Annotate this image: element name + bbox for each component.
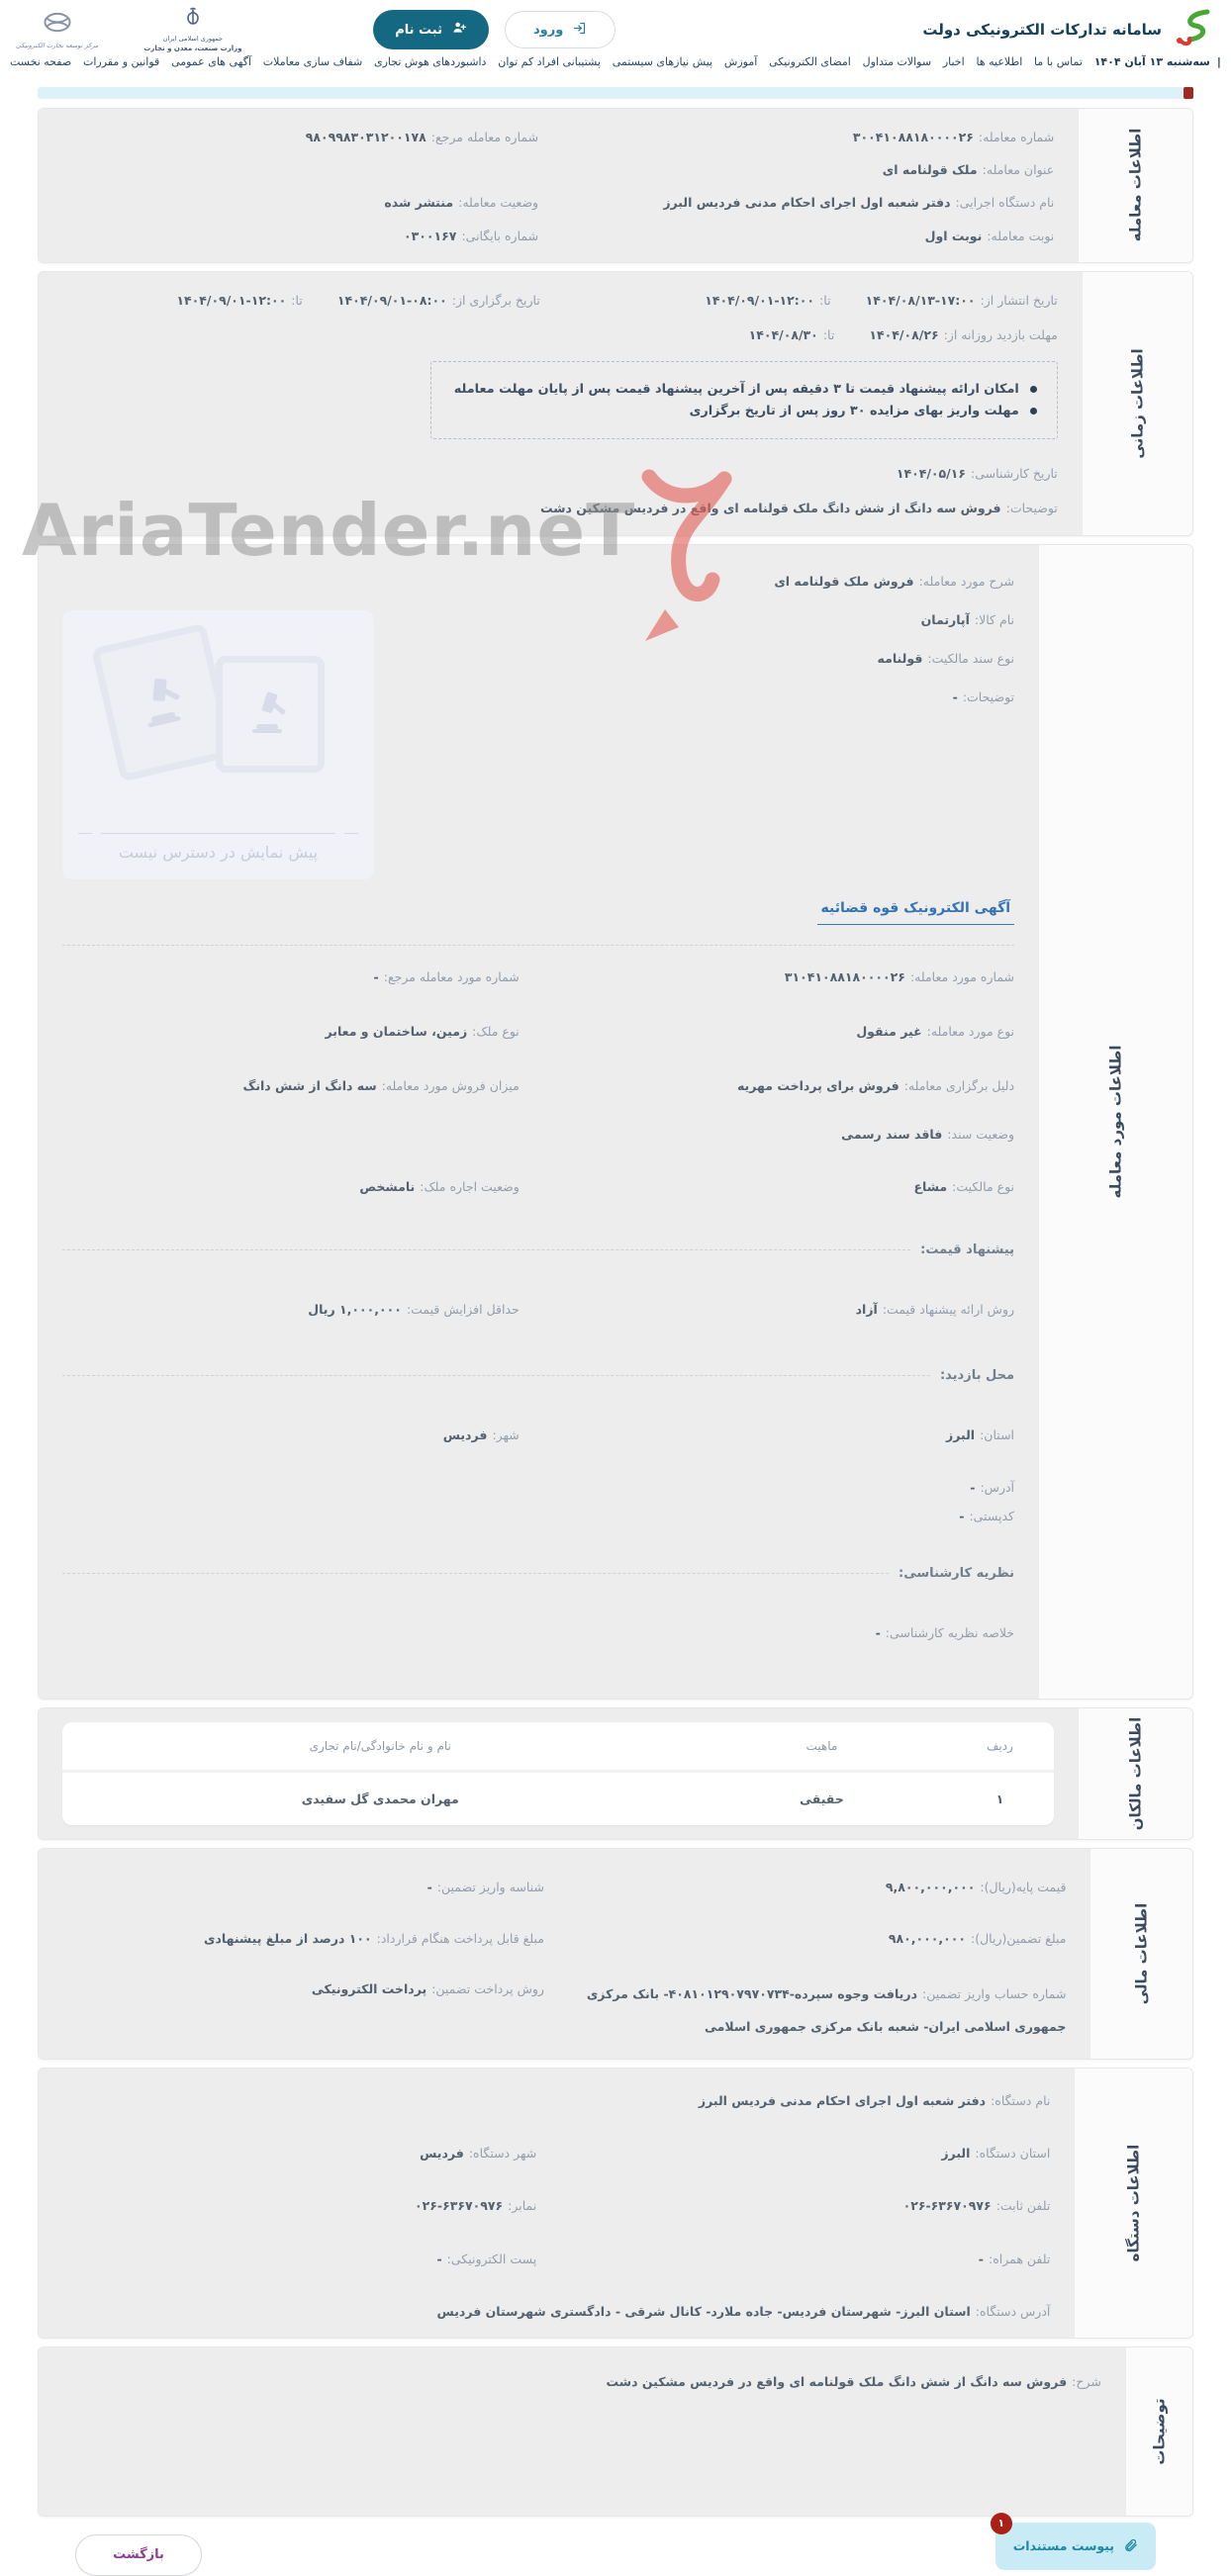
field-timing-description: توضیحات:فروش سه دانگ از شش دانگ ملک قولنامه ای واقع در فردیس مشکین دشت — [539, 501, 1058, 516]
field-held-dates: تاریخ برگزاری از:۱۴۰۴/۰۹/۰۱-۰۸:۰۰ تا:۱۴۰۴/۰۹/۰۱-۱۲:۰۰ — [176, 292, 540, 308]
field-min-price-increase: حداقل افزایش قیمت:۱,۰۰۰,۰۰۰ ریال — [308, 1302, 520, 1318]
ministry-caption-line2: وزارت صنعت، معدن و تجارت — [143, 44, 242, 52]
ecommerce-center-logo — [16, 10, 98, 50]
section-remarks-side — [1125, 2347, 1192, 2516]
field-guarantee-amount: مبلغ تضمین(ریال):۹۸۰,۰۰۰,۰۰۰ — [888, 1930, 1067, 1946]
field-deal-round: نوبت معامله:نوبت اول — [924, 228, 1055, 243]
field-base-price: قیمت پایه(ریال):۹,۸۰۰,۰۰۰,۰۰۰ — [885, 1880, 1067, 1895]
section-timing-info — [38, 271, 1193, 536]
col-entity-type: ماهیت — [805, 1739, 838, 1754]
field-case-ref-number: شماره مورد معامله مرجع:- — [373, 968, 520, 984]
field-visit-dates: مهلت بازدید روزانه از:۱۴۰۴/۰۸/۲۶ تا:۱۴۰۴/۰۸/۳۰ — [748, 326, 1058, 342]
field-device-phone: تلفن ثابت:۰۲۶-۶۳۶۷۰۹۷۶ — [902, 2198, 1051, 2214]
section-deal-title: اطلاعات معامله — [1126, 129, 1145, 242]
section-timing-title: اطلاعات زمانی — [1128, 348, 1147, 459]
attached-documents-button[interactable] — [995, 2517, 1156, 2570]
section-timing-side — [1082, 272, 1192, 535]
field-case-number: شماره مورد معامله:۳۱۰۴۱۰۸۸۱۸۰۰۰۰۲۶ — [784, 968, 1015, 984]
field-deposit-id: شناسه واریز تضمین:- — [426, 1880, 544, 1895]
field-subject-notes: توضیحات:- — [952, 690, 1015, 705]
field-estate-type: نوع ملک:زمین، ساختمان و معابر — [325, 1023, 520, 1039]
timing-note: مهلت واریز بهای مزایده ۳۰ روز پس از تاریخ برگزاری — [451, 404, 1037, 418]
section-financial-side — [1089, 1849, 1192, 2059]
nav-item-transparency[interactable]: شفاف سازی معاملات — [262, 54, 363, 68]
setadiran-logo-icon — [1172, 8, 1215, 51]
owners-table-row — [62, 1773, 1054, 1825]
register-person-plus-icon — [451, 20, 467, 40]
field-guarantee-pay-method: روش پرداخت تضمین:پرداخت الکترونیکی — [311, 1980, 544, 1996]
back-button[interactable]: بازگشت — [75, 2534, 202, 2576]
section-deal-body — [39, 109, 1078, 262]
section-financial-body — [39, 1849, 1089, 2059]
globe-icon — [42, 10, 73, 41]
owners-table — [62, 1722, 1054, 1825]
field-device-name: نام دستگاه:دفتر شعبه اول اجرای احکام مدنی فردیس البرز — [698, 2092, 1051, 2108]
attachment-count-badge: ۱ — [991, 2513, 1012, 2534]
strip-accent-mark — [1184, 87, 1193, 99]
section-owners-side — [1078, 1708, 1192, 1839]
bullet-dot-icon — [1030, 386, 1037, 393]
field-guarantee-account: شماره حساب واریز تضمین:دریافت وجوه سپرده-۴۰۸۱۰۱۲۹۰۷۹۷۰۷۳۴- بانک مرکزی جمهوری اسلامی ایران- شعبه بانک مرکزی جمهوری اسلامی — [586, 1985, 1067, 2035]
gavel-icon — [246, 689, 294, 740]
watermark-text: AriaTender.neT — [22, 489, 636, 572]
top-scroll-strip — [38, 87, 1193, 99]
section-deal-info — [38, 108, 1193, 263]
field-device-address: آدرس دستگاه:استان البرز- شهرستان فردیس- جاده ملارد- کانال شرقی - دادگستری شهرستان فردیس — [436, 2303, 1051, 2319]
field-device-mobile: تلفن همراه:- — [978, 2251, 1051, 2266]
nav-item-public-notices[interactable]: آگهی های عمومی — [171, 54, 252, 68]
ministry-logo — [143, 6, 241, 53]
section-remarks — [38, 2346, 1193, 2517]
section-subject-info — [38, 544, 1193, 1701]
paperclip-icon — [1123, 2537, 1138, 2555]
section-remarks-title: توضیحات — [1150, 2398, 1169, 2465]
iran-emblem-icon — [181, 6, 205, 34]
col-row-number: ردیف — [987, 1739, 1013, 1754]
expert-opinion-group-header: نظریه کارشناسی: — [62, 1566, 1014, 1581]
field-province: استان:البرز — [946, 1426, 1015, 1442]
field-deed-status: وضعیت سند:فاقد سند رسمی — [841, 1127, 1015, 1143]
field-deal-subject: عنوان معامله:ملک قولنامه ای — [882, 162, 1055, 178]
timing-notes-box — [430, 361, 1058, 439]
bullet-dot-icon — [1030, 408, 1037, 414]
judiciary-electronic-notice-link[interactable]: آگهی الکترونیک قوه قضائیه — [817, 900, 1015, 925]
nav-item-laws[interactable]: قوانین و مقررات — [82, 54, 160, 68]
dashed-divider — [62, 945, 1014, 946]
visit-location-group-header: محل بازدید: — [62, 1368, 1014, 1383]
field-expert-date: تاریخ کارشناسی:۱۴۰۴/۰۵/۱۶ — [896, 466, 1058, 482]
register-label: ثبت نام — [395, 22, 442, 38]
field-expert-summary: خلاصه نظریه کارشناسی:- — [875, 1625, 1015, 1641]
section-subject-side — [1038, 545, 1192, 1700]
timing-note: امکان ارائه پیشنهاد قیمت تا ۳ دقیقه پس از آخرین پیشنهاد قیمت پس از پایان مهلت معامله — [451, 382, 1037, 397]
section-owners-title: اطلاعات مالکان — [1126, 1717, 1145, 1831]
field-remarks-description: شرح:فروش سه دانگ از شش دانگ ملک قولنامه ای واقع در فردیس مشکین دشت — [606, 2373, 1101, 2389]
field-deal-number: شماره معامله:۳۰۰۴۱۰۸۸۱۸۰۰۰۰۲۶ — [852, 130, 1055, 144]
field-case-type: نوع مورد معامله:غیر منقول — [856, 1023, 1015, 1039]
field-visit-address: آدرس:- — [970, 1479, 1015, 1495]
ministry-caption-line1: جمهوری اسلامی ایران — [162, 34, 224, 43]
section-subject-body — [39, 545, 1038, 1700]
section-device-body — [39, 2069, 1074, 2338]
field-postal-code: کدپستی:- — [959, 1509, 1015, 1523]
site-brand[interactable] — [922, 8, 1215, 51]
field-device-province: استان دستگاه:البرز — [941, 2146, 1051, 2162]
field-device-fax: نمابر:۰۲۶-۶۳۶۷۰۹۷۶ — [415, 2198, 537, 2214]
field-device-city: شهر دستگاه:فردیس — [420, 2146, 537, 2162]
field-sale-share: میزان فروش مورد معامله:سه دانگ از شش دانگ — [242, 1077, 520, 1093]
gavel-icon — [131, 668, 196, 736]
section-remarks-body — [39, 2347, 1125, 2516]
nav-item-bi-dashboards[interactable]: داشبوردهای هوش تجاری — [373, 54, 487, 68]
section-device-info — [38, 2068, 1193, 2339]
field-deal-status: وضعیت معامله:منتشر شده — [384, 195, 539, 211]
attached-documents-label: پیوست مستندات — [1012, 2538, 1114, 2554]
section-device-title: اطلاعات دستگاه — [1124, 2144, 1143, 2262]
field-deal-ref-number: شماره معامله مرجع:۹۸۰۹۹۸۳۰۳۱۲۰۰۱۷۸ — [305, 130, 539, 144]
main-content — [0, 69, 1231, 2576]
footer-actions — [38, 2517, 1193, 2576]
nav-item-faq[interactable]: سوالات متداول — [862, 54, 932, 68]
nav-item-announcements[interactable]: اطلاعیه ها — [976, 54, 1023, 68]
header — [0, 0, 1231, 53]
nav-item-news[interactable]: اخبار — [942, 54, 965, 68]
preview-stage — [76, 622, 360, 827]
section-deal-side — [1078, 109, 1192, 262]
judiciary-link-wrap — [62, 897, 1014, 925]
cell-owner-name: مهران محمدی گل سفیدی — [301, 1792, 459, 1807]
nav-item-home[interactable]: صفحه نخست — [10, 54, 72, 68]
field-executive-agency: نام دستگاه اجرایی:دفتر شعبه اول اجرای احکام مدنی فردیس البرز — [663, 195, 1055, 211]
field-device-email: پست الکترونیکی:- — [436, 2251, 537, 2266]
nav-item-accessibility-support[interactable]: پشتیبانی افراد کم توان — [498, 54, 601, 68]
photo-frame — [91, 622, 236, 782]
nav-item-contact[interactable]: تماس با ما — [1034, 54, 1083, 68]
nav-item-e-signature[interactable]: امضای الکترونیکی — [769, 54, 851, 68]
site-title: سامانه تدارکات الکترونیکی دولت — [922, 21, 1162, 39]
field-payable-at-contract: مبلغ قابل پرداخت هنگام قرارداد:۱۰۰ درصد از مبلغ پیشنهادی — [204, 1930, 544, 1946]
section-financial-info — [38, 1848, 1193, 2060]
login-button[interactable] — [505, 11, 616, 48]
login-label: ورود — [533, 22, 564, 38]
section-subject-title: اطلاعات مورد معامله — [1106, 1045, 1125, 1199]
field-city: شهر:فردیس — [442, 1426, 520, 1442]
price-offer-group-header: پیشنهاد قیمت: — [62, 1242, 1014, 1257]
section-timing-body — [39, 272, 1082, 535]
field-subject-description: شرح مورد معامله:فروش ملک قولنامه ای — [774, 573, 1015, 589]
cell-entity-type: حقیقی — [800, 1792, 844, 1807]
nav-separator: | — [1216, 54, 1221, 68]
section-owners-body — [39, 1708, 1078, 1839]
image-preview-placeholder — [62, 610, 374, 879]
nav-item-training[interactable]: آموزش — [723, 54, 758, 68]
ecdc-caption: مرکز توسعه تجارت الکترونیکی — [16, 41, 99, 49]
field-publish-dates: تاریخ انتشار از:۱۴۰۴/۰۸/۱۳-۱۷:۰۰ تا:۱۴۰۴/۰۹/۰۱-۱۲:۰۰ — [705, 292, 1058, 308]
nav-item-system-requirements[interactable]: پیش نیازهای سیستمی — [612, 54, 713, 68]
field-ownership-type: نوع مالکیت:مشاع — [913, 1179, 1015, 1195]
owners-table-header — [62, 1722, 1054, 1773]
preview-unavailable-text: پیش نمایش در دسترس نیست — [118, 842, 319, 862]
preview-divider — [78, 833, 358, 834]
field-rent-status: وضعیت اجاره ملک:نامشخص — [359, 1179, 520, 1195]
col-owner-name: نام و نام خانوادگی/نام تجاری — [309, 1739, 451, 1754]
section-owners-info — [38, 1707, 1193, 1840]
login-icon — [572, 21, 587, 40]
field-offer-method: روش ارائه پیشنهاد قیمت:آزاد — [855, 1302, 1015, 1318]
field-deed-type: نوع سند مالکیت:قولنامه — [877, 650, 1015, 666]
main-nav — [0, 53, 1231, 69]
field-item-name: نام کالا:آپارتمان — [920, 611, 1015, 627]
cell-row-number: ۱ — [995, 1792, 1004, 1807]
field-archive-number: شماره بایگانی:۰۳۰۰۱۶۷ — [404, 228, 539, 243]
photo-frame — [216, 656, 325, 773]
field-auction-reason: دلیل برگزاری معامله:فروش برای پرداخت مهریه — [736, 1077, 1015, 1093]
nav-date: سه‌شنبه ۱۳ آبان ۱۴۰۴ | — [1093, 54, 1221, 68]
register-button[interactable] — [373, 10, 489, 49]
section-financial-title: اطلاعات مالی — [1132, 1902, 1151, 2005]
section-device-side — [1074, 2069, 1192, 2338]
